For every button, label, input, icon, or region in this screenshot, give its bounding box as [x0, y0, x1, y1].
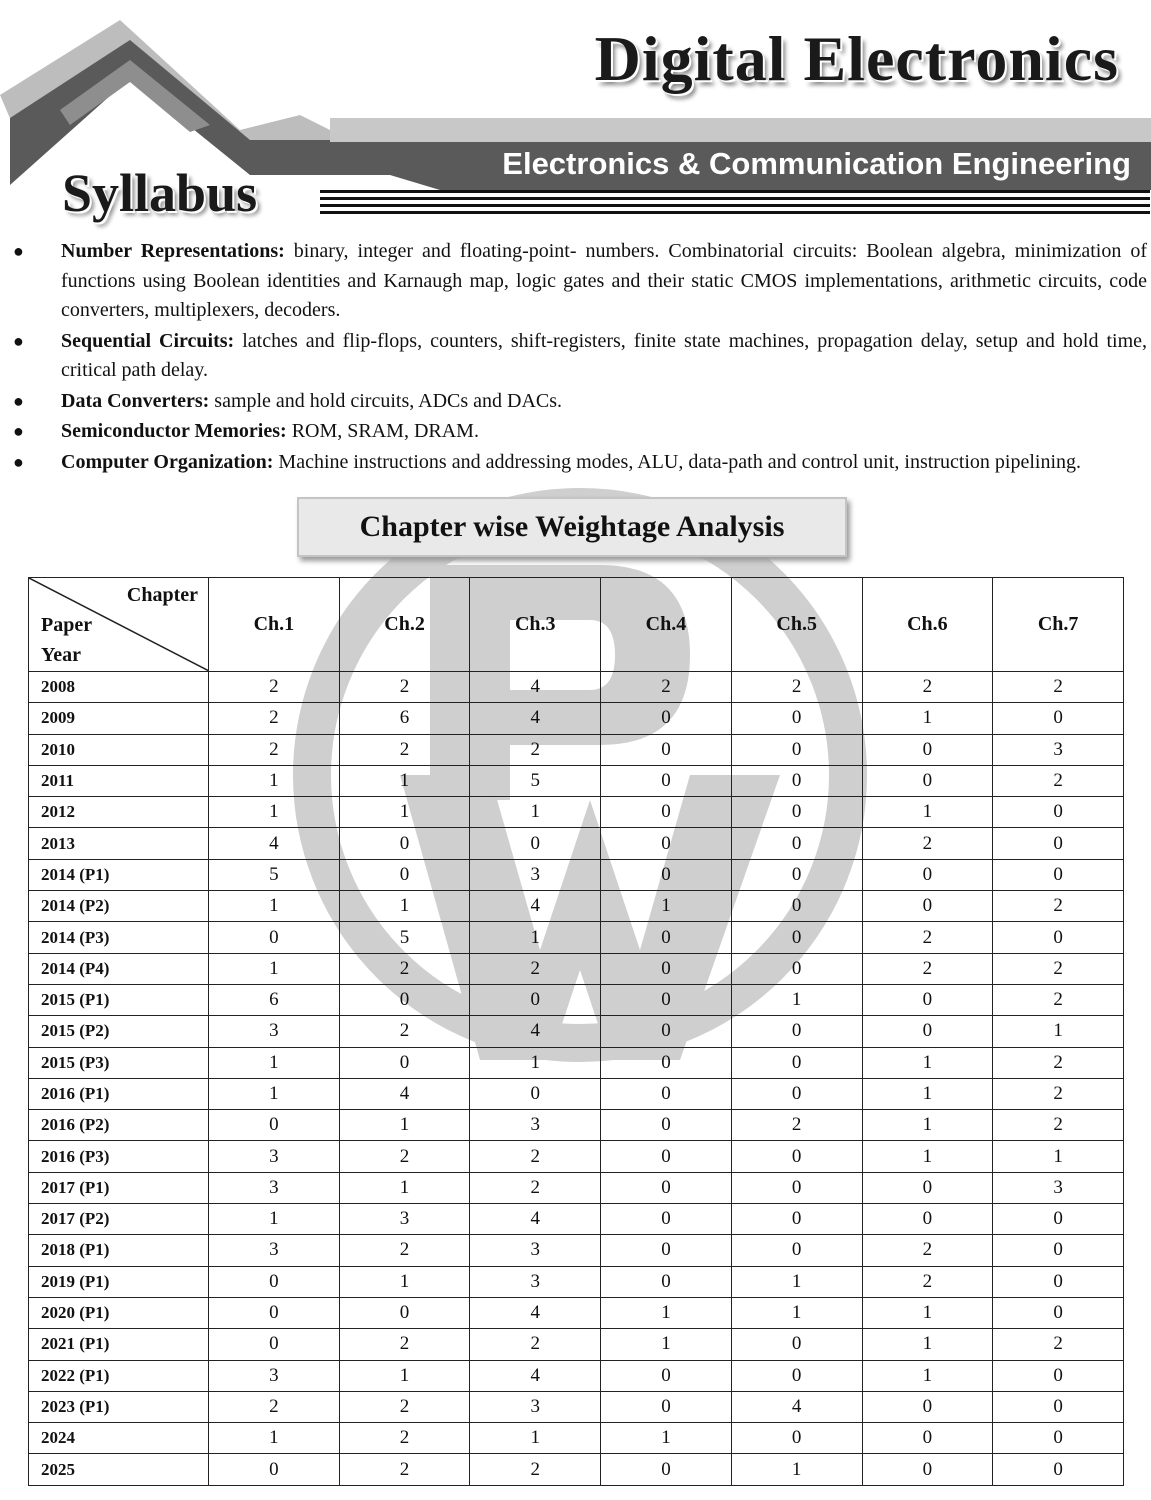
decorative-rules: [320, 190, 1150, 218]
table-row: [29, 1078, 1124, 1109]
value-cell: 6: [209, 984, 340, 1015]
value-cell: 0: [731, 891, 862, 922]
value-cell: 2: [862, 672, 993, 703]
value-cell: 0: [601, 797, 732, 828]
value-cell: 2: [601, 672, 732, 703]
value-cell: 1: [209, 797, 340, 828]
value-cell: 0: [339, 859, 470, 890]
year-cell: 2019 (P1): [29, 1266, 209, 1297]
value-cell: 2: [209, 672, 340, 703]
value-cell: 0: [731, 828, 862, 859]
value-cell: 0: [731, 859, 862, 890]
table-row: [29, 1047, 1124, 1078]
value-cell: 1: [731, 984, 862, 1015]
column-header: Ch.7: [993, 578, 1124, 672]
value-cell: 3: [993, 1172, 1124, 1203]
year-cell: 2010: [29, 734, 209, 765]
table-row: [29, 1266, 1124, 1297]
value-cell: 1: [209, 1204, 340, 1235]
value-cell: 0: [993, 1235, 1124, 1266]
column-header: Ch.6: [862, 578, 993, 672]
year-cell: 2014 (P1): [29, 859, 209, 890]
year-cell: 2015 (P1): [29, 984, 209, 1015]
value-cell: 1: [209, 891, 340, 922]
year-cell: 2014 (P2): [29, 891, 209, 922]
topic-heading: Data Converters:: [61, 389, 210, 412]
value-cell: 4: [470, 672, 601, 703]
value-cell: 1: [731, 1266, 862, 1297]
value-cell: 2: [862, 1235, 993, 1266]
value-cell: 0: [862, 1204, 993, 1235]
value-cell: 2: [862, 922, 993, 953]
table-header-row: [29, 578, 1124, 672]
value-cell: 0: [601, 1204, 732, 1235]
year-cell: 2017 (P2): [29, 1204, 209, 1235]
table-row: [29, 953, 1124, 984]
value-cell: 0: [731, 1078, 862, 1109]
value-cell: 2: [209, 734, 340, 765]
value-cell: 0: [601, 984, 732, 1015]
value-cell: 0: [339, 828, 470, 859]
table-row: [29, 765, 1124, 796]
value-cell: 0: [601, 1047, 732, 1078]
analysis-heading: Chapter wise Weightage Analysis: [359, 510, 785, 543]
value-cell: 0: [993, 1204, 1124, 1235]
value-cell: 0: [731, 953, 862, 984]
table-row: [29, 1235, 1124, 1266]
value-cell: 2: [993, 891, 1124, 922]
list-item: [0, 237, 1151, 326]
value-cell: 0: [601, 922, 732, 953]
value-cell: 1: [339, 1172, 470, 1203]
bullet-icon: ●: [13, 390, 24, 411]
corner-label-year: Year: [41, 644, 81, 666]
header-banner: [0, 0, 1151, 230]
value-cell: 1: [470, 922, 601, 953]
value-cell: 0: [601, 1454, 732, 1485]
table-row: [29, 891, 1124, 922]
value-cell: 0: [470, 1078, 601, 1109]
value-cell: 0: [862, 765, 993, 796]
table-row: [29, 859, 1124, 890]
value-cell: 4: [470, 1297, 601, 1328]
value-cell: 1: [470, 797, 601, 828]
table-row: [29, 828, 1124, 859]
year-cell: 2008: [29, 672, 209, 703]
value-cell: 0: [601, 734, 732, 765]
value-cell: 0: [731, 797, 862, 828]
value-cell: 0: [601, 765, 732, 796]
year-cell: 2013: [29, 828, 209, 859]
year-cell: 2015 (P2): [29, 1016, 209, 1047]
value-cell: 0: [339, 984, 470, 1015]
value-cell: 1: [470, 1423, 601, 1454]
list-item: [0, 417, 1151, 447]
value-cell: 1: [339, 1110, 470, 1141]
value-cell: 3: [470, 1391, 601, 1422]
table-corner-header: [29, 578, 209, 672]
value-cell: 1: [339, 1360, 470, 1391]
value-cell: 0: [601, 1235, 732, 1266]
year-cell: 2024: [29, 1423, 209, 1454]
value-cell: 0: [731, 703, 862, 734]
value-cell: 0: [993, 828, 1124, 859]
value-cell: 0: [470, 984, 601, 1015]
value-cell: 0: [862, 1423, 993, 1454]
value-cell: 1: [209, 765, 340, 796]
value-cell: 0: [731, 765, 862, 796]
column-header: Ch.5: [731, 578, 862, 672]
topic-heading: Computer Organization:: [61, 450, 274, 473]
value-cell: 0: [862, 734, 993, 765]
value-cell: 2: [993, 953, 1124, 984]
table-row: [29, 1141, 1124, 1172]
value-cell: 0: [862, 1016, 993, 1047]
value-cell: 4: [339, 1078, 470, 1109]
value-cell: 1: [339, 797, 470, 828]
value-cell: 0: [862, 891, 993, 922]
corner-label-chapter: Chapter: [126, 584, 198, 606]
topic-text: binary, integer and floating-point- numbers. Combinatorial circuits: Boolean algebra, minimization of functions using Boolean identities and Karnaugh map, logic gates and their static CMOS implementations, arithmetic circuits, code converters, multiplexers, decoders.: [61, 240, 1147, 321]
year-cell: 2014 (P4): [29, 953, 209, 984]
value-cell: 1: [339, 1266, 470, 1297]
value-cell: 3: [470, 1266, 601, 1297]
value-cell: 0: [209, 922, 340, 953]
year-cell: 2023 (P1): [29, 1391, 209, 1422]
value-cell: 0: [731, 1360, 862, 1391]
value-cell: 2: [339, 1329, 470, 1360]
year-cell: 2015 (P3): [29, 1047, 209, 1078]
value-cell: 3: [470, 859, 601, 890]
value-cell: 1: [209, 1078, 340, 1109]
value-cell: 2: [339, 1141, 470, 1172]
value-cell: 0: [601, 828, 732, 859]
value-cell: 2: [209, 1391, 340, 1422]
value-cell: 0: [731, 1423, 862, 1454]
value-cell: 0: [601, 1391, 732, 1422]
value-cell: 2: [731, 1110, 862, 1141]
value-cell: 1: [209, 1047, 340, 1078]
value-cell: 0: [731, 1047, 862, 1078]
value-cell: 0: [339, 1297, 470, 1328]
value-cell: 1: [601, 1329, 732, 1360]
value-cell: 1: [731, 1454, 862, 1485]
table-row: [29, 703, 1124, 734]
value-cell: 1: [862, 1047, 993, 1078]
value-cell: 2: [993, 984, 1124, 1015]
year-cell: 2021 (P1): [29, 1329, 209, 1360]
value-cell: 0: [993, 1266, 1124, 1297]
topic-text: ROM, SRAM, DRAM.: [291, 420, 479, 442]
value-cell: 3: [470, 1235, 601, 1266]
value-cell: 1: [862, 1078, 993, 1109]
value-cell: 0: [993, 1391, 1124, 1422]
value-cell: 1: [862, 797, 993, 828]
value-cell: 0: [862, 1454, 993, 1485]
table-row: [29, 1172, 1124, 1203]
value-cell: 4: [731, 1391, 862, 1422]
value-cell: 1: [862, 1110, 993, 1141]
value-cell: 2: [862, 1266, 993, 1297]
list-item: [0, 387, 1151, 417]
value-cell: 0: [731, 1016, 862, 1047]
year-cell: 2016 (P3): [29, 1141, 209, 1172]
value-cell: 3: [209, 1172, 340, 1203]
value-cell: 5: [339, 922, 470, 953]
value-cell: 6: [339, 703, 470, 734]
value-cell: 0: [601, 859, 732, 890]
value-cell: 4: [209, 828, 340, 859]
value-cell: 0: [993, 797, 1124, 828]
value-cell: 0: [470, 828, 601, 859]
year-cell: 2016 (P2): [29, 1110, 209, 1141]
value-cell: 3: [470, 1110, 601, 1141]
value-cell: 0: [731, 1172, 862, 1203]
table-row: [29, 672, 1124, 703]
value-cell: 1: [470, 1047, 601, 1078]
value-cell: 4: [470, 703, 601, 734]
value-cell: 2: [470, 953, 601, 984]
value-cell: 3: [993, 734, 1124, 765]
value-cell: 2: [339, 672, 470, 703]
value-cell: 0: [993, 1297, 1124, 1328]
topic-heading: Number Representations:: [61, 240, 285, 262]
column-header: Ch.2: [339, 578, 470, 672]
value-cell: 4: [470, 891, 601, 922]
value-cell: 1: [862, 1329, 993, 1360]
topic-text: latches and flip-flops, counters, shift-registers, finite state machines, propagation delay, setup and hold time, critical path delay.: [61, 329, 1147, 381]
value-cell: 2: [339, 953, 470, 984]
value-cell: 0: [209, 1329, 340, 1360]
value-cell: 2: [993, 1329, 1124, 1360]
value-cell: 3: [209, 1016, 340, 1047]
value-cell: 5: [470, 765, 601, 796]
value-cell: 0: [601, 1266, 732, 1297]
value-cell: 0: [862, 859, 993, 890]
value-cell: 2: [209, 703, 340, 734]
value-cell: 1: [993, 1141, 1124, 1172]
table-row: [29, 1454, 1124, 1485]
table-row: [29, 1204, 1124, 1235]
value-cell: 0: [601, 703, 732, 734]
value-cell: 0: [601, 1078, 732, 1109]
table-row: [29, 1329, 1124, 1360]
value-cell: 0: [731, 1329, 862, 1360]
value-cell: 1: [601, 891, 732, 922]
table-row: [29, 922, 1124, 953]
value-cell: 1: [209, 1423, 340, 1454]
page-title: Digital Electronics: [594, 23, 1119, 94]
value-cell: 0: [993, 1360, 1124, 1391]
value-cell: 0: [209, 1266, 340, 1297]
value-cell: 0: [209, 1110, 340, 1141]
value-cell: 2: [470, 1329, 601, 1360]
value-cell: 0: [601, 1110, 732, 1141]
value-cell: 2: [993, 765, 1124, 796]
value-cell: 1: [731, 1297, 862, 1328]
year-cell: 2017 (P1): [29, 1172, 209, 1203]
value-cell: 1: [601, 1423, 732, 1454]
value-cell: 1: [339, 891, 470, 922]
bullet-icon: ●: [13, 451, 24, 472]
value-cell: 0: [731, 1235, 862, 1266]
weightage-table: [28, 577, 1124, 1486]
value-cell: 1: [993, 1016, 1124, 1047]
topic-text: Machine instructions and addressing modes, ALU, data-path and control unit, instruction pipelining.: [278, 450, 1082, 473]
value-cell: 0: [993, 1454, 1124, 1485]
value-cell: 1: [862, 1141, 993, 1172]
value-cell: 2: [470, 734, 601, 765]
year-cell: 2009: [29, 703, 209, 734]
year-cell: 2020 (P1): [29, 1297, 209, 1328]
value-cell: 0: [601, 953, 732, 984]
value-cell: 2: [470, 1141, 601, 1172]
value-cell: 2: [339, 1423, 470, 1454]
analysis-heading-box: [297, 497, 847, 557]
value-cell: 2: [731, 672, 862, 703]
value-cell: 2: [862, 828, 993, 859]
year-cell: 2011: [29, 765, 209, 796]
value-cell: 4: [470, 1016, 601, 1047]
value-cell: 3: [339, 1204, 470, 1235]
year-cell: 2022 (P1): [29, 1360, 209, 1391]
value-cell: 3: [209, 1141, 340, 1172]
value-cell: 1: [209, 953, 340, 984]
value-cell: 0: [731, 922, 862, 953]
value-cell: 2: [470, 1454, 601, 1485]
column-header: Ch.1: [209, 578, 340, 672]
value-cell: 0: [601, 1141, 732, 1172]
value-cell: 2: [993, 1110, 1124, 1141]
value-cell: 2: [470, 1172, 601, 1203]
column-header: Ch.4: [601, 578, 732, 672]
topic-text: sample and hold circuits, ADCs and DACs.: [214, 389, 563, 412]
table-row: [29, 1360, 1124, 1391]
corner-label-paper: Paper: [41, 614, 93, 636]
value-cell: 4: [470, 1204, 601, 1235]
table-row: [29, 1297, 1124, 1328]
value-cell: 0: [339, 1047, 470, 1078]
table-row: [29, 1016, 1124, 1047]
value-cell: 0: [601, 1360, 732, 1391]
year-cell: 2018 (P1): [29, 1235, 209, 1266]
value-cell: 1: [601, 1297, 732, 1328]
value-cell: 4: [470, 1360, 601, 1391]
value-cell: 0: [993, 1423, 1124, 1454]
value-cell: 1: [862, 703, 993, 734]
year-cell: 2012: [29, 797, 209, 828]
topic-heading: Sequential Circuits:: [61, 329, 235, 352]
page-subtitle: Electronics & Communication Engineering: [502, 146, 1131, 181]
value-cell: 0: [731, 1204, 862, 1235]
value-cell: 2: [339, 1235, 470, 1266]
table-row: [29, 1423, 1124, 1454]
bullet-icon: ●: [13, 241, 24, 261]
table-row: [29, 1110, 1124, 1141]
table-body: [29, 672, 1124, 1486]
value-cell: 0: [209, 1297, 340, 1328]
value-cell: 0: [862, 1391, 993, 1422]
year-cell: 2014 (P3): [29, 922, 209, 953]
value-cell: 2: [862, 953, 993, 984]
value-cell: 0: [862, 1172, 993, 1203]
value-cell: 1: [862, 1360, 993, 1391]
value-cell: 0: [993, 859, 1124, 890]
list-item: [0, 327, 1151, 386]
value-cell: 0: [209, 1454, 340, 1485]
value-cell: 2: [993, 1047, 1124, 1078]
table-row: [29, 797, 1124, 828]
value-cell: 2: [339, 1016, 470, 1047]
table-row: [29, 1391, 1124, 1422]
value-cell: 0: [993, 703, 1124, 734]
year-cell: 2025: [29, 1454, 209, 1485]
value-cell: 2: [339, 1454, 470, 1485]
table-row: [29, 734, 1124, 765]
value-cell: 1: [862, 1297, 993, 1328]
value-cell: 3: [209, 1235, 340, 1266]
value-cell: 5: [209, 859, 340, 890]
bullet-icon: ●: [13, 421, 24, 441]
value-cell: 0: [601, 1172, 732, 1203]
year-cell: 2016 (P1): [29, 1078, 209, 1109]
value-cell: 0: [993, 922, 1124, 953]
value-cell: 0: [731, 1141, 862, 1172]
syllabus-list: [0, 237, 1151, 478]
value-cell: 0: [862, 984, 993, 1015]
section-label: Syllabus: [62, 163, 258, 223]
value-cell: 2: [993, 1078, 1124, 1109]
topic-heading: Semiconductor Memories:: [61, 420, 287, 442]
value-cell: 2: [339, 734, 470, 765]
value-cell: 0: [601, 1016, 732, 1047]
bullet-icon: ●: [13, 330, 24, 351]
value-cell: 1: [339, 765, 470, 796]
value-cell: 0: [731, 734, 862, 765]
table-row: [29, 984, 1124, 1015]
value-cell: 3: [209, 1360, 340, 1391]
list-item: [0, 448, 1151, 478]
column-header: Ch.3: [470, 578, 601, 672]
value-cell: 2: [339, 1391, 470, 1422]
value-cell: 2: [993, 672, 1124, 703]
